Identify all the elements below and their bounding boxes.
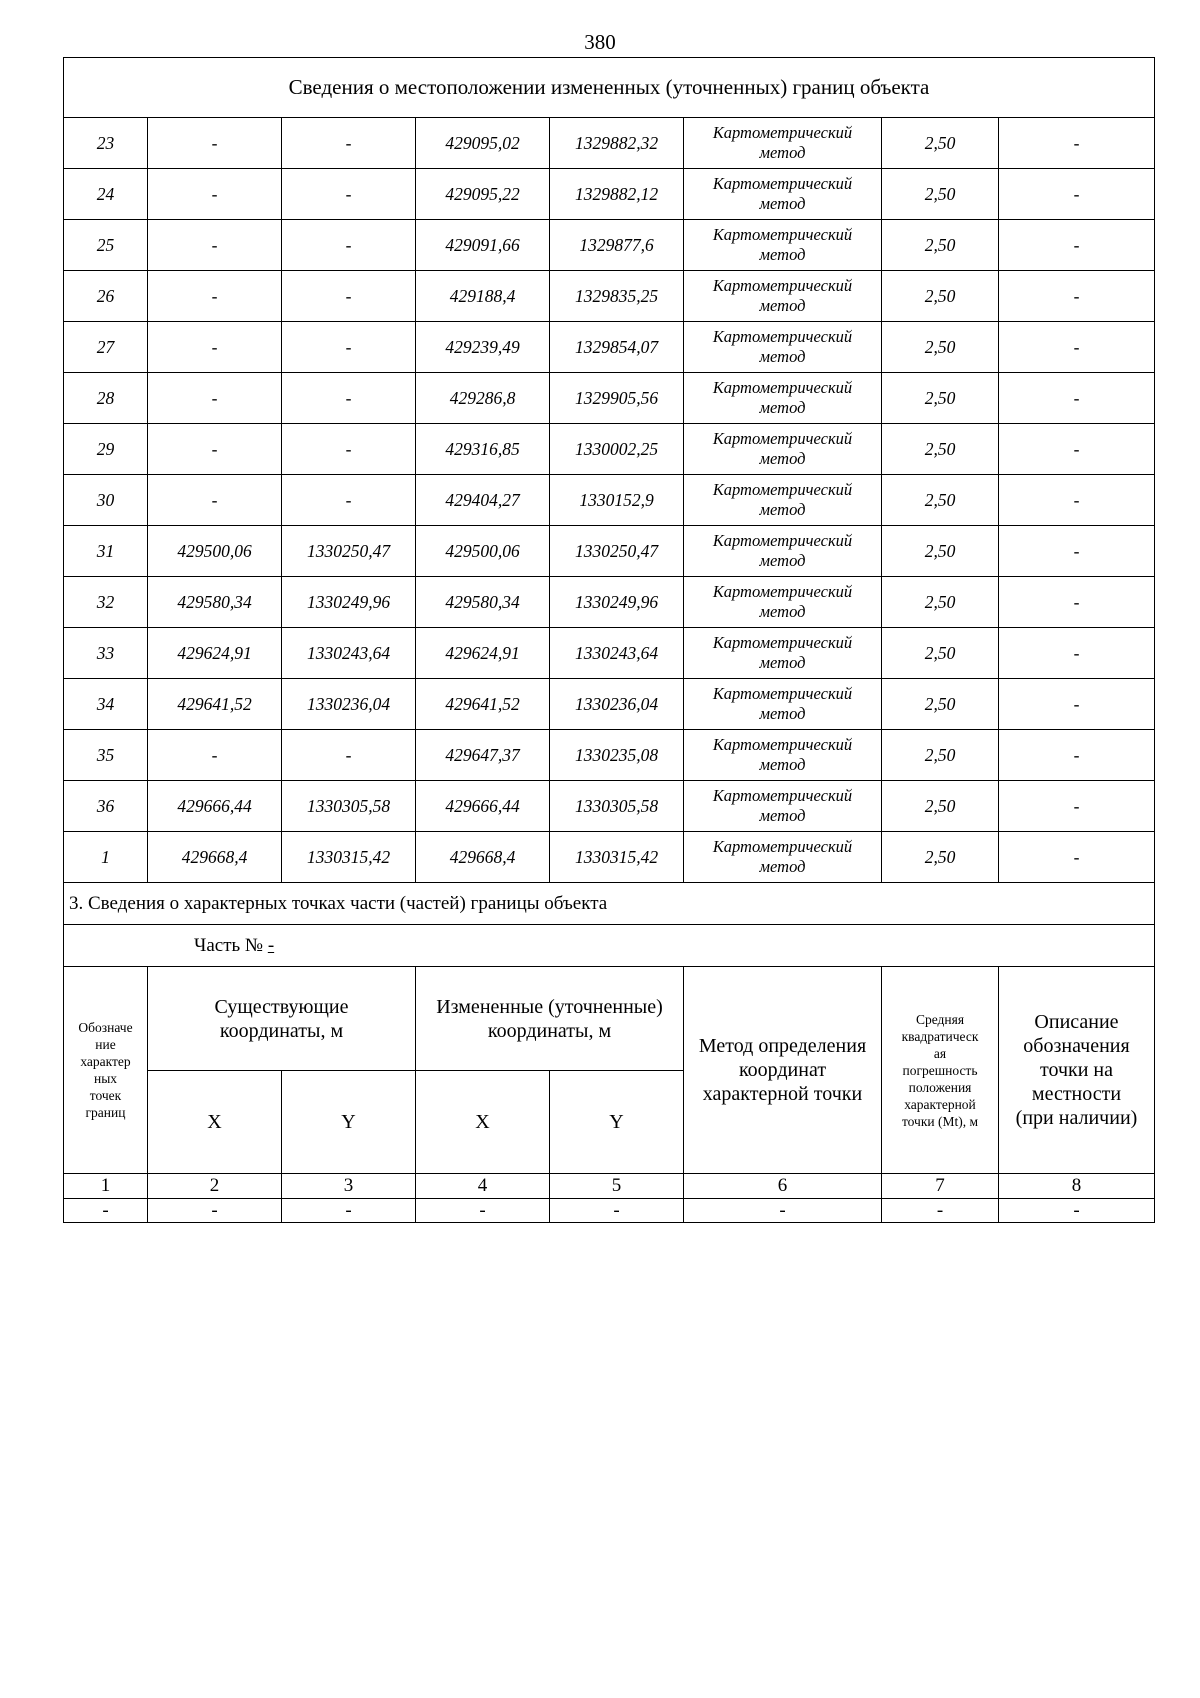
method-cell: [684, 271, 882, 322]
text-line: Картометрический: [712, 174, 853, 193]
part-row: [64, 925, 1155, 967]
x-changed-cell: 429095,22: [416, 169, 550, 220]
text-line: Картометрический: [712, 531, 853, 550]
page-number: 380: [584, 30, 616, 54]
text-line: Картометрический: [712, 735, 853, 754]
point-number-cell: 34: [64, 679, 148, 730]
error-cell: 2,50: [882, 577, 999, 628]
y-existing-cell: 1330236,04: [282, 679, 416, 730]
column-number: 2: [148, 1174, 282, 1199]
y-existing-cell: 1330315,42: [282, 832, 416, 883]
y-changed-cell: 1330235,08: [550, 730, 684, 781]
method-cell: [684, 220, 882, 271]
text-line: обозначения: [1023, 1035, 1130, 1057]
y-changed-cell: 1329835,25: [550, 271, 684, 322]
x-changed-cell: 429095,02: [416, 118, 550, 169]
x-existing-cell: -: [148, 118, 282, 169]
header-changed-coordinates: [416, 967, 684, 1071]
y-changed-cell: 1330315,42: [550, 832, 684, 883]
x-existing-cell: -: [148, 271, 282, 322]
x-existing-cell: -: [148, 322, 282, 373]
text-line: Картометрический: [712, 429, 853, 448]
x-changed-cell: 429404,27: [416, 475, 550, 526]
header-y-existing: Y: [282, 1071, 416, 1174]
point-number-cell: 36: [64, 781, 148, 832]
y-existing-cell: -: [282, 271, 416, 322]
point-number-cell: 29: [64, 424, 148, 475]
x-existing-cell: -: [148, 475, 282, 526]
part-value: -: [267, 934, 275, 956]
description-cell: -: [999, 730, 1155, 781]
x-existing-cell: 429500,06: [148, 526, 282, 577]
text-line: Картометрический: [712, 276, 853, 295]
text-line: метод: [759, 296, 806, 315]
header-designation: [64, 967, 148, 1174]
column-number: 3: [282, 1174, 416, 1199]
x-existing-cell: -: [148, 220, 282, 271]
x-existing-cell: 429580,34: [148, 577, 282, 628]
description-cell: -: [999, 781, 1155, 832]
method-cell: [684, 679, 882, 730]
point-number-cell: 32: [64, 577, 148, 628]
header-mean-error: [882, 967, 999, 1174]
table-row: [64, 424, 1155, 475]
table-row: [64, 730, 1155, 781]
description-cell: -: [999, 271, 1155, 322]
header-x-existing: X: [148, 1071, 282, 1174]
text-line: метод: [759, 653, 806, 672]
description-cell: -: [999, 169, 1155, 220]
column-number: 6: [684, 1174, 882, 1199]
text-line: метод: [759, 551, 806, 570]
x-changed-cell: 429668,4: [416, 832, 550, 883]
method-cell: [684, 373, 882, 424]
text-line: Картометрический: [712, 378, 853, 397]
text-line: квадратическ: [901, 1028, 979, 1044]
y-changed-cell: 1330243,64: [550, 628, 684, 679]
x-changed-cell: 429500,06: [416, 526, 550, 577]
column-number: 8: [999, 1174, 1155, 1199]
column-number: 1: [64, 1174, 148, 1199]
text-line: метод: [759, 449, 806, 468]
x-changed-cell: 429641,52: [416, 679, 550, 730]
table-row: [64, 220, 1155, 271]
method-cell: [684, 832, 882, 883]
y-changed-cell: 1330305,58: [550, 781, 684, 832]
text-line: метод: [759, 398, 806, 417]
empty-cell: -: [999, 1199, 1155, 1223]
empty-cell: -: [882, 1199, 999, 1223]
table-row: [64, 577, 1155, 628]
table-row: [64, 322, 1155, 373]
header-existing-coordinates: [148, 967, 416, 1071]
boundary-table: [63, 57, 1155, 1223]
text-line: Средняя: [915, 1011, 965, 1027]
text-line: Картометрический: [712, 837, 853, 856]
text-line: Картометрический: [712, 633, 853, 652]
point-number-cell: 35: [64, 730, 148, 781]
method-cell: [684, 169, 882, 220]
text-line: координат: [738, 1059, 827, 1081]
text-line: ая: [933, 1045, 947, 1061]
description-cell: -: [999, 322, 1155, 373]
empty-cell: -: [64, 1199, 148, 1223]
point-number-cell: 33: [64, 628, 148, 679]
description-cell: -: [999, 628, 1155, 679]
error-cell: 2,50: [882, 373, 999, 424]
y-existing-cell: 1330249,96: [282, 577, 416, 628]
error-cell: 2,50: [882, 271, 999, 322]
y-existing-cell: -: [282, 220, 416, 271]
table-row: [64, 373, 1155, 424]
y-changed-cell: 1330250,47: [550, 526, 684, 577]
x-changed-cell: 429666,44: [416, 781, 550, 832]
x-changed-cell: 429286,8: [416, 373, 550, 424]
point-number-cell: 26: [64, 271, 148, 322]
method-cell: [684, 118, 882, 169]
error-cell: 2,50: [882, 730, 999, 781]
header-description: [999, 967, 1155, 1174]
table-row: [64, 271, 1155, 322]
text-line: точки (Mt), м: [901, 1113, 979, 1129]
part-label: Часть №: [194, 934, 264, 956]
empty-cell: -: [550, 1199, 684, 1223]
y-changed-cell: 1329854,07: [550, 322, 684, 373]
description-cell: -: [999, 424, 1155, 475]
y-changed-cell: 1329882,12: [550, 169, 684, 220]
table-row: [64, 832, 1155, 883]
y-existing-cell: 1330250,47: [282, 526, 416, 577]
error-cell: 2,50: [882, 220, 999, 271]
description-cell: -: [999, 475, 1155, 526]
description-cell: -: [999, 832, 1155, 883]
empty-cell: -: [416, 1199, 550, 1223]
method-cell: [684, 781, 882, 832]
text-line: характер: [80, 1054, 131, 1069]
y-existing-cell: -: [282, 118, 416, 169]
empty-cell: -: [684, 1199, 882, 1223]
text-line: (при наличии): [1015, 1107, 1138, 1129]
y-existing-cell: -: [282, 169, 416, 220]
text-line: метод: [759, 194, 806, 213]
text-line: местности: [1031, 1083, 1122, 1105]
point-number-cell: 24: [64, 169, 148, 220]
y-existing-cell: 1330305,58: [282, 781, 416, 832]
text-line: метод: [759, 143, 806, 162]
text-line: Метод определения: [698, 1035, 867, 1057]
point-number-cell: 30: [64, 475, 148, 526]
y-changed-cell: 1329882,32: [550, 118, 684, 169]
x-existing-cell: 429668,4: [148, 832, 282, 883]
error-cell: 2,50: [882, 679, 999, 730]
point-number-cell: 23: [64, 118, 148, 169]
y-changed-cell: 1329905,56: [550, 373, 684, 424]
text-line: координаты, м: [487, 1019, 612, 1042]
x-changed-cell: 429091,66: [416, 220, 550, 271]
text-line: Картометрический: [712, 786, 853, 805]
method-cell: [684, 424, 882, 475]
x-changed-cell: 429580,34: [416, 577, 550, 628]
error-cell: 2,50: [882, 424, 999, 475]
y-existing-cell: 1330243,64: [282, 628, 416, 679]
x-changed-cell: 429624,91: [416, 628, 550, 679]
y-existing-cell: -: [282, 424, 416, 475]
column-number: 5: [550, 1174, 684, 1199]
text-line: Картометрический: [712, 480, 853, 499]
text-line: Картометрический: [712, 327, 853, 346]
y-existing-cell: -: [282, 322, 416, 373]
x-changed-cell: 429647,37: [416, 730, 550, 781]
table-row: [64, 1199, 1155, 1223]
text-line: Обозначе: [78, 1020, 133, 1035]
point-number-cell: 27: [64, 322, 148, 373]
text-line: Картометрический: [712, 225, 853, 244]
text-line: метод: [759, 806, 806, 825]
x-existing-cell: -: [148, 373, 282, 424]
text-line: метод: [759, 602, 806, 621]
error-cell: 2,50: [882, 118, 999, 169]
point-number-cell: 25: [64, 220, 148, 271]
text-line: характерной: [904, 1096, 976, 1112]
x-changed-cell: 429316,85: [416, 424, 550, 475]
text-line: характерной точки: [702, 1083, 863, 1105]
method-cell: [684, 628, 882, 679]
text-line: Описание: [1034, 1011, 1119, 1033]
header-y-changed: Y: [550, 1071, 684, 1174]
table-row: [64, 628, 1155, 679]
text-line: Существующие: [214, 995, 349, 1018]
error-cell: 2,50: [882, 169, 999, 220]
error-cell: 2,50: [882, 628, 999, 679]
text-line: Картометрический: [712, 582, 853, 601]
description-cell: -: [999, 118, 1155, 169]
y-existing-cell: -: [282, 373, 416, 424]
method-cell: [684, 475, 882, 526]
x-existing-cell: 429666,44: [148, 781, 282, 832]
y-existing-cell: -: [282, 475, 416, 526]
point-number-cell: 1: [64, 832, 148, 883]
y-changed-cell: 1330236,04: [550, 679, 684, 730]
table-row: [64, 475, 1155, 526]
text-line: положения: [908, 1079, 972, 1095]
description-cell: -: [999, 220, 1155, 271]
text-line: Картометрический: [712, 123, 853, 142]
y-changed-cell: 1330249,96: [550, 577, 684, 628]
text-line: Измененные (уточненные): [436, 995, 663, 1018]
text-line: метод: [759, 347, 806, 366]
table-row: [64, 781, 1155, 832]
empty-cell: -: [148, 1199, 282, 1223]
empty-cell: -: [282, 1199, 416, 1223]
text-line: погрешность: [902, 1062, 978, 1078]
text-line: метод: [759, 755, 806, 774]
point-number-cell: 28: [64, 373, 148, 424]
point-number-cell: 31: [64, 526, 148, 577]
description-cell: -: [999, 526, 1155, 577]
method-cell: [684, 322, 882, 373]
text-line: метод: [759, 245, 806, 264]
description-cell: -: [999, 679, 1155, 730]
table-row: [64, 679, 1155, 730]
section-3-title: 3. Сведения о характерных точках части (частей) границы объекта: [64, 883, 1155, 925]
y-changed-cell: 1330002,25: [550, 424, 684, 475]
text-line: метод: [759, 704, 806, 723]
header-method: [684, 967, 882, 1174]
x-existing-cell: 429624,91: [148, 628, 282, 679]
y-changed-cell: 1330152,9: [550, 475, 684, 526]
y-existing-cell: -: [282, 730, 416, 781]
text-line: точки на: [1039, 1059, 1114, 1081]
x-existing-cell: -: [148, 730, 282, 781]
description-cell: -: [999, 577, 1155, 628]
error-cell: 2,50: [882, 832, 999, 883]
table-row: [64, 169, 1155, 220]
x-changed-cell: 429239,49: [416, 322, 550, 373]
y-changed-cell: 1329877,6: [550, 220, 684, 271]
text-line: метод: [759, 857, 806, 876]
header-x-changed: X: [416, 1071, 550, 1174]
error-cell: 2,50: [882, 475, 999, 526]
method-cell: [684, 526, 882, 577]
error-cell: 2,50: [882, 322, 999, 373]
text-line: точек: [89, 1088, 122, 1103]
text-line: координаты, м: [219, 1019, 344, 1042]
x-existing-cell: -: [148, 424, 282, 475]
table-row: [64, 526, 1155, 577]
table-title: Сведения о местоположении измененных (уточненных) границ объекта: [64, 58, 1155, 118]
text-line: Картометрический: [712, 684, 853, 703]
method-cell: [684, 730, 882, 781]
description-cell: -: [999, 373, 1155, 424]
error-cell: 2,50: [882, 781, 999, 832]
table-row: [64, 118, 1155, 169]
column-number: 4: [416, 1174, 550, 1199]
x-existing-cell: 429641,52: [148, 679, 282, 730]
x-existing-cell: -: [148, 169, 282, 220]
error-cell: 2,50: [882, 526, 999, 577]
text-line: границ: [85, 1105, 126, 1120]
x-changed-cell: 429188,4: [416, 271, 550, 322]
column-number: 7: [882, 1174, 999, 1199]
text-line: метод: [759, 500, 806, 519]
text-line: ние: [95, 1037, 116, 1052]
text-line: ных: [93, 1071, 118, 1086]
method-cell: [684, 577, 882, 628]
